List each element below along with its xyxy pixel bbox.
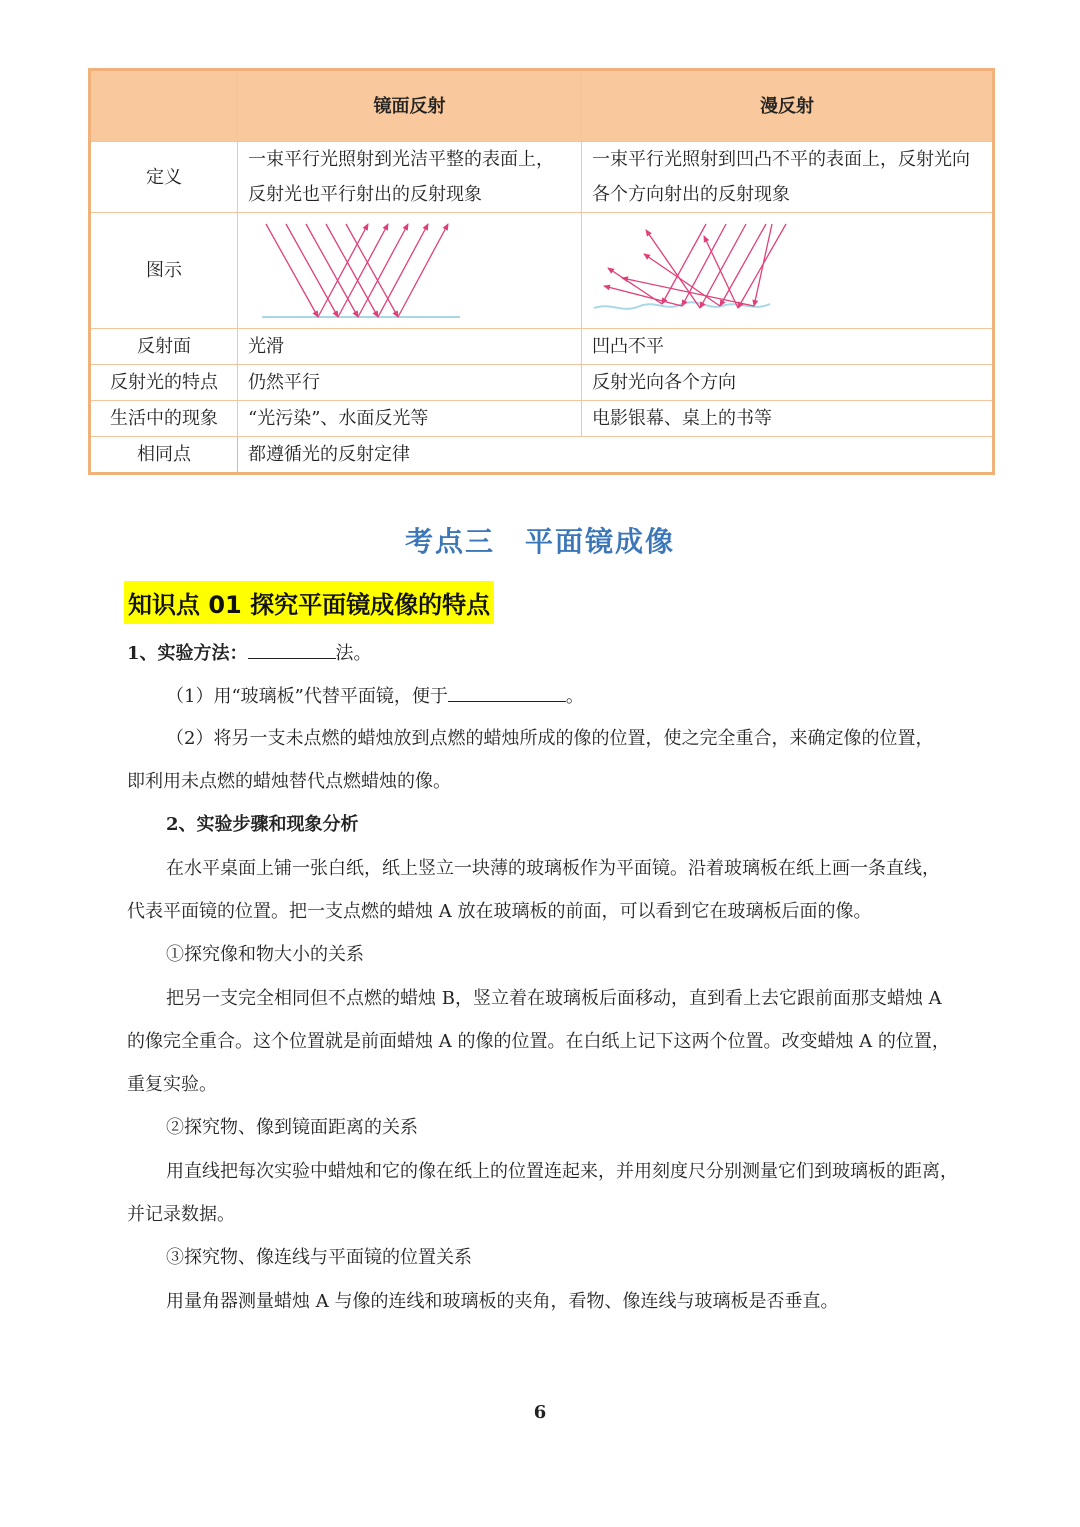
cell-specular-reflected-light: 仍然平行 [238, 365, 582, 401]
content-line-1 [127, 640, 372, 666]
cell-common-value: 都遵循光的反射定律 [238, 437, 994, 474]
method-suffix: 法。 [335, 643, 372, 664]
content-line-6: 在水平桌面上铺一张白纸，纸上竖立一块薄的玻璃板作为平面镜。沿着玻璃板在纸上画一条直线， [166, 858, 940, 879]
cell-specular-figure [238, 213, 582, 329]
table-row-definition [90, 142, 994, 213]
page-number: 6 [533, 1402, 547, 1423]
content-line-9: 把另一支完全相同但不点燃的蜡烛 B，竖立着在玻璃板后面移动，直到看上去它跟前面那支蜡烛 A [166, 988, 942, 1009]
table-row-daily-life [90, 401, 994, 437]
cell-diffuse-surface: 凹凸不平 [582, 329, 994, 365]
row-label-daily-life: 生活中的现象 [90, 401, 238, 437]
glass-plate-suffix: 。 [565, 686, 584, 707]
header-diffuse: 漫反射 [582, 70, 994, 142]
diffuse-rays [604, 224, 786, 308]
table-row-figure [90, 213, 994, 329]
content-line-10: 的像完全重合。这个位置就是前面蜡烛 A 的像的位置。在白纸上记下这两个位置。改变蜡烛 A 的位置， [127, 1031, 950, 1052]
specular-definition-line1: 一束平行光照射到光洁平整的表面上， [248, 149, 554, 170]
cell-diffuse-reflected-light: 反射光向各个方向 [582, 365, 994, 401]
reflection-comparison-table [88, 68, 995, 475]
cell-diffuse-figure [582, 213, 994, 329]
subheading-size: ①探究像和物大小的关系 [166, 944, 364, 965]
table-header-row [90, 70, 994, 142]
cell-diffuse-daily-life: 电影银幕、桌上的书等 [582, 401, 994, 437]
subheading-steps: 2、实验步骤和现象分析 [166, 814, 359, 835]
method-label: 1、实验方法： [127, 643, 248, 664]
glass-plate-text: （1）用“玻璃板”代替平面镜，便于 [166, 686, 448, 707]
row-label-surface: 反射面 [90, 329, 238, 365]
section-title: 考点三 平面镜成像 [404, 525, 675, 558]
row-label-figure: 图示 [90, 213, 238, 329]
row-label-common: 相同点 [90, 437, 238, 474]
cell-diffuse-definition [582, 142, 994, 213]
content-line-13: 用直线把每次实验中蜡烛和它的像在纸上的位置连起来，并用刻度尺分别测量它们到玻璃板的距离， [166, 1161, 958, 1182]
table-row-common [90, 437, 994, 474]
subheading-distance: ②探究物、像到镜面距离的关系 [166, 1117, 418, 1138]
specular-rays [266, 224, 448, 317]
comparison-table-wrapper [88, 68, 992, 475]
diffuse-reflection-diagram [582, 214, 993, 328]
subheading-position: ③探究物、像连线与平面镜的位置关系 [166, 1247, 472, 1268]
table-row-surface [90, 329, 994, 365]
fill-blank-method [248, 640, 336, 659]
header-empty-cell [90, 70, 238, 142]
content-line-16: 用量角器测量蜡烛 A 与像的连线和玻璃板的夹角，看物、像连线与玻璃板是否垂直。 [166, 1291, 839, 1312]
table-row-reflected-light [90, 365, 994, 401]
diffuse-definition-line2: 各个方向射出的反射现象 [592, 184, 790, 205]
knowledge-point-heading: 知识点 01 探究平面镜成像的特点 [124, 581, 494, 624]
fill-blank-purpose [448, 683, 566, 702]
content-line-3: （2）将另一支未点燃的蜡烛放到点燃的蜡烛所成的像的位置，使之完全重合，来确定像的位置， [166, 728, 934, 749]
diffuse-definition-line1: 一束平行光照射到凹凸不平的表面上，反射光向 [592, 149, 970, 170]
row-label-definition: 定义 [90, 142, 238, 213]
content-line-11: 重复实验。 [127, 1074, 217, 1095]
cell-specular-definition [238, 142, 582, 213]
content-line-4: 即利用未点燃的蜡烛替代点燃蜡烛的像。 [127, 771, 451, 792]
cell-specular-daily-life: “光污染”、水面反光等 [238, 401, 582, 437]
content-line-2 [166, 683, 584, 709]
specular-reflection-diagram [238, 214, 581, 328]
cell-specular-surface: 光滑 [238, 329, 582, 365]
header-specular: 镜面反射 [238, 70, 582, 142]
specular-definition-line2: 反射光也平行射出的反射现象 [248, 184, 482, 205]
row-label-reflected-light: 反射光的特点 [90, 365, 238, 401]
content-line-7: 代表平面镜的位置。把一支点燃的蜡烛 A 放在玻璃板的前面，可以看到它在玻璃板后面的像。 [127, 901, 872, 922]
content-line-14: 并记录数据。 [127, 1204, 235, 1225]
